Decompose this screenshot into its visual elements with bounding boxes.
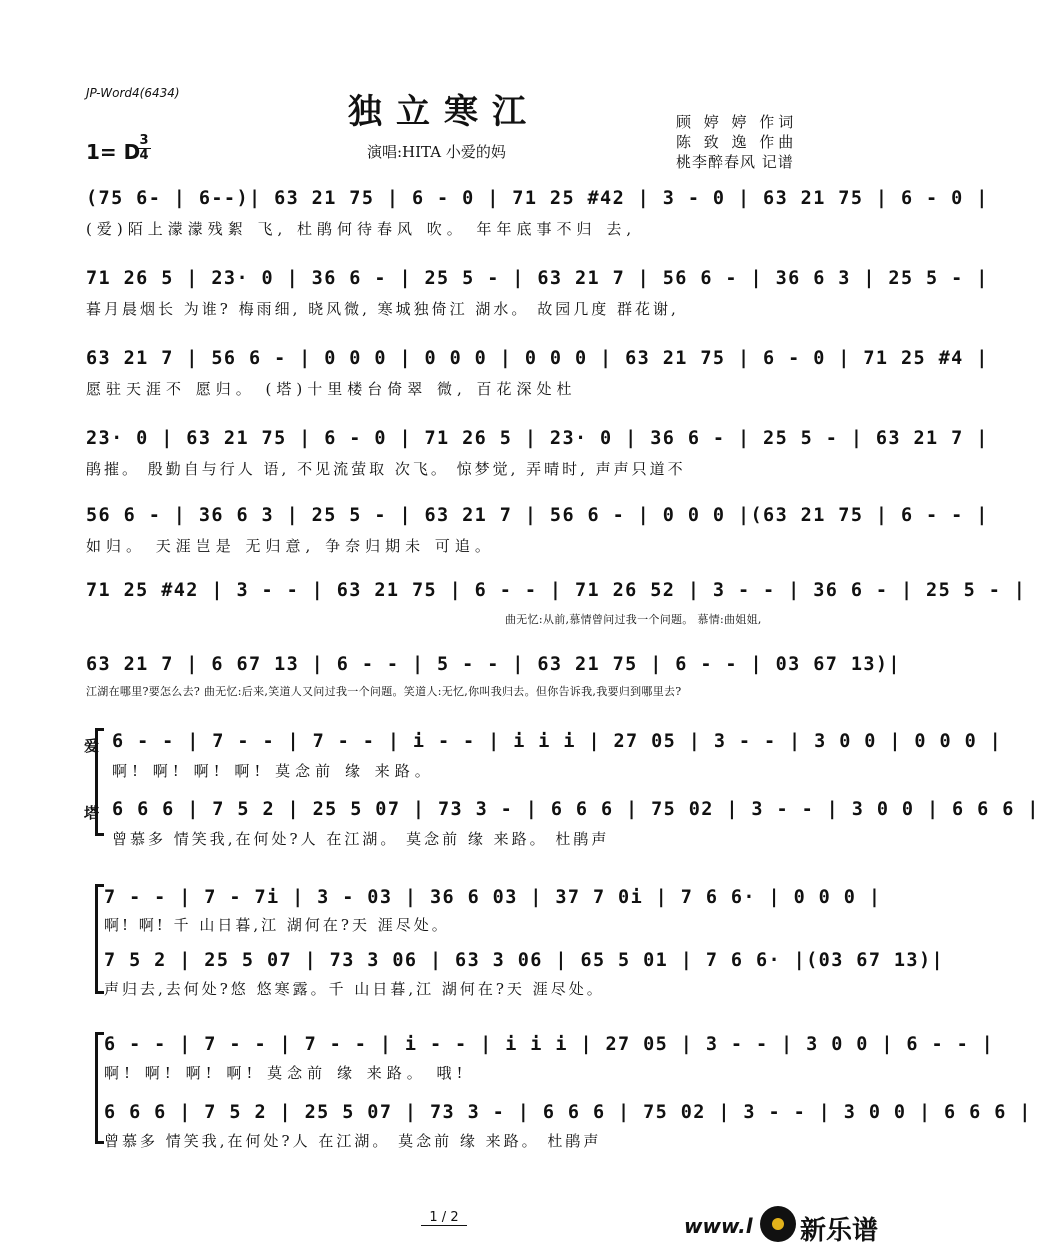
system-bracket <box>95 728 104 836</box>
lyric-line: 啊! 啊! 千 山日暮,江 湖何在?天 涯尽处。 <box>104 916 450 934</box>
page-title: 独立寒江 <box>348 92 540 132</box>
lyric-line: 暮月晨烟长 为谁? 梅雨细, 晓风微, 寒城独倚江 湖水。 故园几度 群花谢, <box>86 300 679 318</box>
lyric-line: 啊! 啊! 啊! 啊! 莫念前 缘 来路。 哦! <box>104 1064 468 1082</box>
notation-line: 6 - - | 7 - - | 7 - - | i - - | i i i | 27 05 | 3 - - | 3 0 0 | 6 - - | <box>104 1034 995 1055</box>
notation-line: 7 5 2 | 25 5 07 | 73 3 06 | 63 3 06 | 65 5 01 | 7 6 6· |(03 67 13)| <box>104 950 945 971</box>
record-disc-icon <box>760 1206 796 1242</box>
lyric-line: 声归去,去何处?悠 悠寒露。千 山日暮,江 湖何在?天 涯尽处。 <box>104 980 605 998</box>
dialogue-line: 曲无忆:从前,慕情曾问过我一个问题。 慕情:曲姐姐, <box>505 613 762 626</box>
lyric-line: (爱)陌上濛濛残絮 飞, 杜鹃何待春风 吹。 年年底事不归 去, <box>86 220 637 238</box>
notation-line: 63 21 7 | 56 6 - | 0 0 0 | 0 0 0 | 0 0 0 | 63 21 75 | 6 - 0 | 71 25 #4 | <box>86 348 989 369</box>
role-label-ai: 爱 <box>84 737 100 755</box>
notation-line: 6 6 6 | 7 5 2 | 25 5 07 | 73 3 - | 6 6 6 | 75 02 | 3 - - | 3 0 0 | 6 6 6 | <box>104 1102 1032 1123</box>
notation-line: 7 - - | 7 - 7i | 3 - 03 | 36 6 03 | 37 7 0i | 7 6 6· | 0 0 0 | <box>104 887 882 908</box>
composer-credit: 陈 致 逸 作曲 <box>676 133 798 151</box>
lyricist-credit: 顾 婷 婷 作词 <box>676 113 798 131</box>
notation-line: 71 26 5 | 23· 0 | 36 6 - | 25 5 - | 63 21 7 | 56 6 - | 36 6 3 | 25 5 - | <box>86 268 989 289</box>
system-bracket <box>95 1032 104 1144</box>
notation-line: (75 6- | 6--)| 63 21 75 | 6 - 0 | 71 25 #42 | 3 - 0 | 63 21 75 | 6 - 0 | <box>86 188 989 209</box>
lyric-line: 曾慕多 情笑我,在何处?人 在江湖。 莫念前 缘 来路。 杜鹃声 <box>112 830 610 848</box>
dialogue-line: 江湖在哪里?要怎么去? 曲无忆:后来,笑道人又问过我一个问题。笑道人:无忆,你叫我归去。但你告诉我,我要归到哪里去? <box>86 685 682 698</box>
notation-line: 71 25 #42 | 3 - - | 63 21 75 | 6 - - | 71 26 52 | 3 - - | 36 6 - | 25 5 - | <box>86 580 1027 601</box>
key-signature: 1= D <box>86 140 141 164</box>
lyric-line: 愿驻天涯不 愿归。 (塔)十里楼台倚翠 微, 百花深处杜 <box>86 380 577 398</box>
notation-line: 6 - - | 7 - - | 7 - - | i - - | i i i | 27 05 | 3 - - | 3 0 0 | 0 0 0 | <box>112 731 1003 752</box>
role-label-ta: 塔 <box>84 804 100 822</box>
brand-logo[interactable]: 新乐谱 <box>800 1216 879 1246</box>
performer-credit: 演唱:HITA 小爱的妈 <box>367 143 506 161</box>
lyric-line: 鹃摧。 殷勤自与行人 语, 不见流萤取 次飞。 惊梦觉, 弄晴时, 声声只道不 <box>86 460 686 478</box>
software-tag: JP-Word4(6434) <box>86 86 180 100</box>
notation-line: 56 6 - | 36 6 3 | 25 5 - | 63 21 7 | 56 6 - | 0 0 0 |(63 21 75 | 6 - - | <box>86 505 989 526</box>
system-bracket <box>95 884 104 994</box>
lyric-line: 曾慕多 情笑我,在何处?人 在江湖。 莫念前 缘 来路。 杜鹃声 <box>104 1132 602 1150</box>
lyric-line: 啊! 啊! 啊! 啊! 莫念前 缘 来路。 <box>112 762 435 780</box>
meter-bottom: 4 <box>137 148 151 163</box>
notation-line: 23· 0 | 63 21 75 | 6 - 0 | 71 26 5 | 23· 0 | 36 6 - | 25 5 - | 63 21 7 | <box>86 428 989 449</box>
transcriber-credit: 桃李醉春风 记谱 <box>676 153 794 171</box>
meter-top: 3 <box>139 133 149 148</box>
notation-line: 6 6 6 | 7 5 2 | 25 5 07 | 73 3 - | 6 6 6 | 75 02 | 3 - - | 3 0 0 | 6 6 6 | <box>112 799 1040 820</box>
lyric-line: 如归。 天涯岂是 无归意, 争奈归期未 可追。 <box>86 537 495 555</box>
notation-line: 63 21 7 | 6 67 13 | 6 - - | 5 - - | 63 21 75 | 6 - - | 03 67 13)| <box>86 654 901 675</box>
time-signature <box>137 134 151 163</box>
site-url[interactable]: www.l <box>684 1214 753 1238</box>
page-number: 1 / 2 <box>0 1210 888 1225</box>
